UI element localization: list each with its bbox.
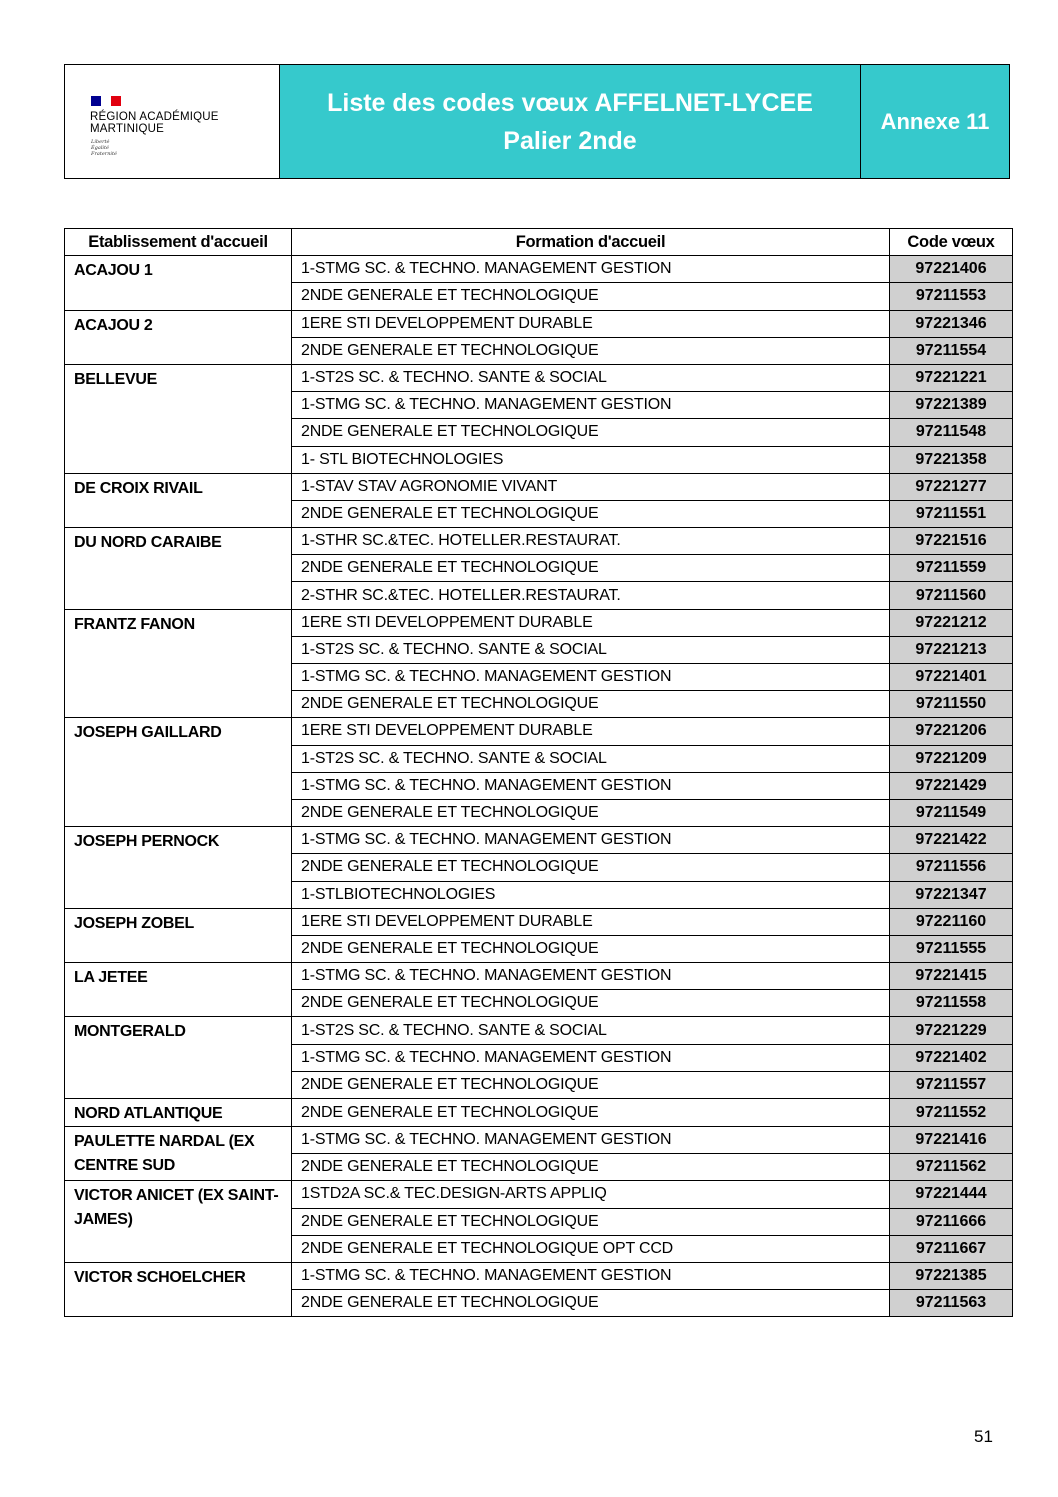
etablissement-cell: BELLEVUE — [65, 364, 292, 473]
code-cell: 97221444 — [890, 1181, 1013, 1208]
table-row — [65, 1262, 1013, 1289]
title-line-1: Liste des codes vœux AFFELNET-LYCEE — [327, 88, 813, 117]
code-cell: 97221277 — [890, 473, 1013, 500]
code-cell: 97211559 — [890, 555, 1013, 582]
code-cell: 97221346 — [890, 310, 1013, 337]
formation-cell: 2NDE GENERALE ET TECHNOLOGIQUE — [292, 283, 890, 310]
formation-cell: 1ERE STI DEVELOPPEMENT DURABLE — [292, 908, 890, 935]
code-cell: 97211549 — [890, 799, 1013, 826]
formation-cell: 1-STMG SC. & TECHNO. MANAGEMENT GESTION — [292, 827, 890, 854]
document-title — [280, 65, 861, 178]
table-row — [65, 256, 1013, 283]
code-cell: 97221516 — [890, 528, 1013, 555]
etablissement-cell: MONTGERALD — [65, 1017, 292, 1099]
etablissement-cell: LA JETEE — [65, 963, 292, 1017]
code-cell: 97221212 — [890, 609, 1013, 636]
etablissement-cell: VICTOR ANICET (EX SAINT-JAMES) — [65, 1181, 292, 1263]
table-row — [65, 827, 1013, 854]
motto-word: Fraternité — [91, 151, 117, 157]
formation-cell: 2NDE GENERALE ET TECHNOLOGIQUE — [292, 1290, 890, 1317]
formation-cell: 2NDE GENERALE ET TECHNOLOGIQUE OPT CCD — [292, 1235, 890, 1262]
code-cell: 97211552 — [890, 1099, 1013, 1127]
formation-cell: 1-STMG SC. & TECHNO. MANAGEMENT GESTION — [292, 664, 890, 691]
code-cell: 97221358 — [890, 446, 1013, 473]
formation-cell: 1-STAV STAV AGRONOMIE VIVANT — [292, 473, 890, 500]
formation-cell: 2NDE GENERALE ET TECHNOLOGIQUE — [292, 990, 890, 1017]
formation-cell: 2NDE GENERALE ET TECHNOLOGIQUE — [292, 1071, 890, 1098]
code-cell: 97211667 — [890, 1235, 1013, 1262]
formation-cell: 1-STMG SC. & TECHNO. MANAGEMENT GESTION — [292, 963, 890, 990]
table-row — [65, 310, 1013, 337]
code-cell: 97211666 — [890, 1208, 1013, 1235]
formation-cell: 1-STMG SC. & TECHNO. MANAGEMENT GESTION — [292, 772, 890, 799]
table-row — [65, 473, 1013, 500]
code-cell: 97221429 — [890, 772, 1013, 799]
table-row — [65, 528, 1013, 555]
code-cell: 97221401 — [890, 664, 1013, 691]
table-header-row — [65, 229, 1013, 256]
code-cell: 97221402 — [890, 1044, 1013, 1071]
formation-cell: 2NDE GENERALE ET TECHNOLOGIQUE — [292, 500, 890, 527]
table-row — [65, 1127, 1013, 1154]
formation-cell: 1-ST2S SC. & TECHNO. SANTE & SOCIAL — [292, 364, 890, 391]
motto-word: Liberté — [91, 139, 110, 145]
table-row — [65, 364, 1013, 391]
formation-cell: 2NDE GENERALE ET TECHNOLOGIQUE — [292, 337, 890, 364]
formation-cell: 1-ST2S SC. & TECHNO. SANTE & SOCIAL — [292, 636, 890, 663]
formation-cell: 2NDE GENERALE ET TECHNOLOGIQUE — [292, 691, 890, 718]
code-cell: 97211556 — [890, 854, 1013, 881]
code-cell: 97211557 — [890, 1071, 1013, 1098]
table-row — [65, 718, 1013, 745]
formation-cell: 1-STMG SC. & TECHNO. MANAGEMENT GESTION — [292, 256, 890, 283]
code-cell: 97211563 — [890, 1290, 1013, 1317]
code-cell: 97221385 — [890, 1262, 1013, 1289]
flag-blue-stripe — [91, 96, 101, 106]
motto-word: Égalité — [91, 145, 109, 151]
formation-cell: 1ERE STI DEVELOPPEMENT DURABLE — [292, 718, 890, 745]
etablissement-cell: PAULETTE NARDAL (EX CENTRE SUD — [65, 1127, 292, 1181]
code-cell: 97221415 — [890, 963, 1013, 990]
etablissement-cell: ACAJOU 1 — [65, 256, 292, 310]
etablissement-cell: JOSEPH ZOBEL — [65, 908, 292, 962]
formation-cell: 1-STMG SC. & TECHNO. MANAGEMENT GESTION — [292, 1262, 890, 1289]
etablissement-cell: NORD ATLANTIQUE — [65, 1099, 292, 1127]
formation-cell: 1-STMG SC. & TECHNO. MANAGEMENT GESTION — [292, 392, 890, 419]
column-header-formation: Formation d'accueil — [292, 229, 890, 256]
code-cell: 97221221 — [890, 364, 1013, 391]
code-cell: 97221422 — [890, 827, 1013, 854]
formation-cell: 1ERE STI DEVELOPPEMENT DURABLE — [292, 310, 890, 337]
document-header — [64, 64, 1010, 179]
formation-cell: 1-STHR SC.&TEC. HOTELLER.RESTAURAT. — [292, 528, 890, 555]
table-body — [65, 256, 1013, 1317]
formation-cell: 1STD2A SC.& TEC.DESIGN-ARTS APPLIQ — [292, 1181, 890, 1208]
table-row — [65, 963, 1013, 990]
code-cell: 97211548 — [890, 419, 1013, 446]
formation-cell: 1ERE STI DEVELOPPEMENT DURABLE — [292, 609, 890, 636]
code-cell: 97221229 — [890, 1017, 1013, 1044]
etablissement-cell: JOSEPH GAILLARD — [65, 718, 292, 827]
etablissement-cell: JOSEPH PERNOCK — [65, 827, 292, 909]
code-cell: 97211562 — [890, 1154, 1013, 1181]
formation-cell: 1- STL BIOTECHNOLOGIES — [292, 446, 890, 473]
page-number: 51 — [974, 1427, 993, 1446]
flag-white-stripe — [101, 96, 111, 106]
etablissement-cell: ACAJOU 2 — [65, 310, 292, 364]
etablissement-cell: DE CROIX RIVAIL — [65, 473, 292, 527]
code-cell: 97221213 — [890, 636, 1013, 663]
code-cell: 97211554 — [890, 337, 1013, 364]
title-line-2: Palier 2nde — [503, 126, 637, 155]
flag-red-stripe — [111, 96, 121, 106]
formation-cell: 2NDE GENERALE ET TECHNOLOGIQUE — [292, 1208, 890, 1235]
table-row — [65, 1181, 1013, 1208]
code-cell: 97211560 — [890, 582, 1013, 609]
formation-cell: 1-ST2S SC. & TECHNO. SANTE & SOCIAL — [292, 745, 890, 772]
table-row — [65, 1017, 1013, 1044]
formation-cell: 1-STMG SC. & TECHNO. MANAGEMENT GESTION — [292, 1044, 890, 1071]
code-cell: 97211555 — [890, 935, 1013, 962]
code-cell: 97211553 — [890, 283, 1013, 310]
table-row — [65, 1099, 1013, 1127]
etablissement-cell: FRANTZ FANON — [65, 609, 292, 718]
code-cell: 97221406 — [890, 256, 1013, 283]
region-logo — [65, 65, 280, 178]
code-cell: 97221389 — [890, 392, 1013, 419]
etablissement-cell: DU NORD CARAIBE — [65, 528, 292, 610]
code-cell: 97211558 — [890, 990, 1013, 1017]
formation-cell: 1-STLBIOTECHNOLOGIES — [292, 881, 890, 908]
formation-cell: 2NDE GENERALE ET TECHNOLOGIQUE — [292, 854, 890, 881]
code-cell: 97221347 — [890, 881, 1013, 908]
formation-cell: 2NDE GENERALE ET TECHNOLOGIQUE — [292, 1154, 890, 1181]
formation-cell: 1-ST2S SC. & TECHNO. SANTE & SOCIAL — [292, 1017, 890, 1044]
etablissement-cell: VICTOR SCHOELCHER — [65, 1262, 292, 1316]
french-flag-icon — [91, 96, 121, 106]
code-cell: 97221160 — [890, 908, 1013, 935]
formation-cell: 2-STHR SC.&TEC. HOTELLER.RESTAURAT. — [292, 582, 890, 609]
formation-cell: 2NDE GENERALE ET TECHNOLOGIQUE — [292, 935, 890, 962]
codes-table — [64, 228, 1013, 1317]
code-cell: 97221416 — [890, 1127, 1013, 1154]
logo-region-text: RÉGION ACADÉMIQUE — [90, 111, 219, 123]
formation-cell: 1-STMG SC. & TECHNO. MANAGEMENT GESTION — [292, 1127, 890, 1154]
column-header-code: Code vœux — [890, 229, 1013, 256]
formation-cell: 2NDE GENERALE ET TECHNOLOGIQUE — [292, 419, 890, 446]
code-cell: 97211550 — [890, 691, 1013, 718]
code-cell: 97221209 — [890, 745, 1013, 772]
formation-cell: 2NDE GENERALE ET TECHNOLOGIQUE — [292, 1099, 890, 1127]
formation-cell: 2NDE GENERALE ET TECHNOLOGIQUE — [292, 799, 890, 826]
table-row — [65, 609, 1013, 636]
logo-academy-text: MARTINIQUE — [90, 123, 164, 135]
column-header-etablissement: Etablissement d'accueil — [65, 229, 292, 256]
table-row — [65, 908, 1013, 935]
code-cell: 97221206 — [890, 718, 1013, 745]
annex-label: Annexe 11 — [861, 65, 1009, 178]
code-cell: 97211551 — [890, 500, 1013, 527]
formation-cell: 2NDE GENERALE ET TECHNOLOGIQUE — [292, 555, 890, 582]
logo-motto — [91, 139, 117, 157]
